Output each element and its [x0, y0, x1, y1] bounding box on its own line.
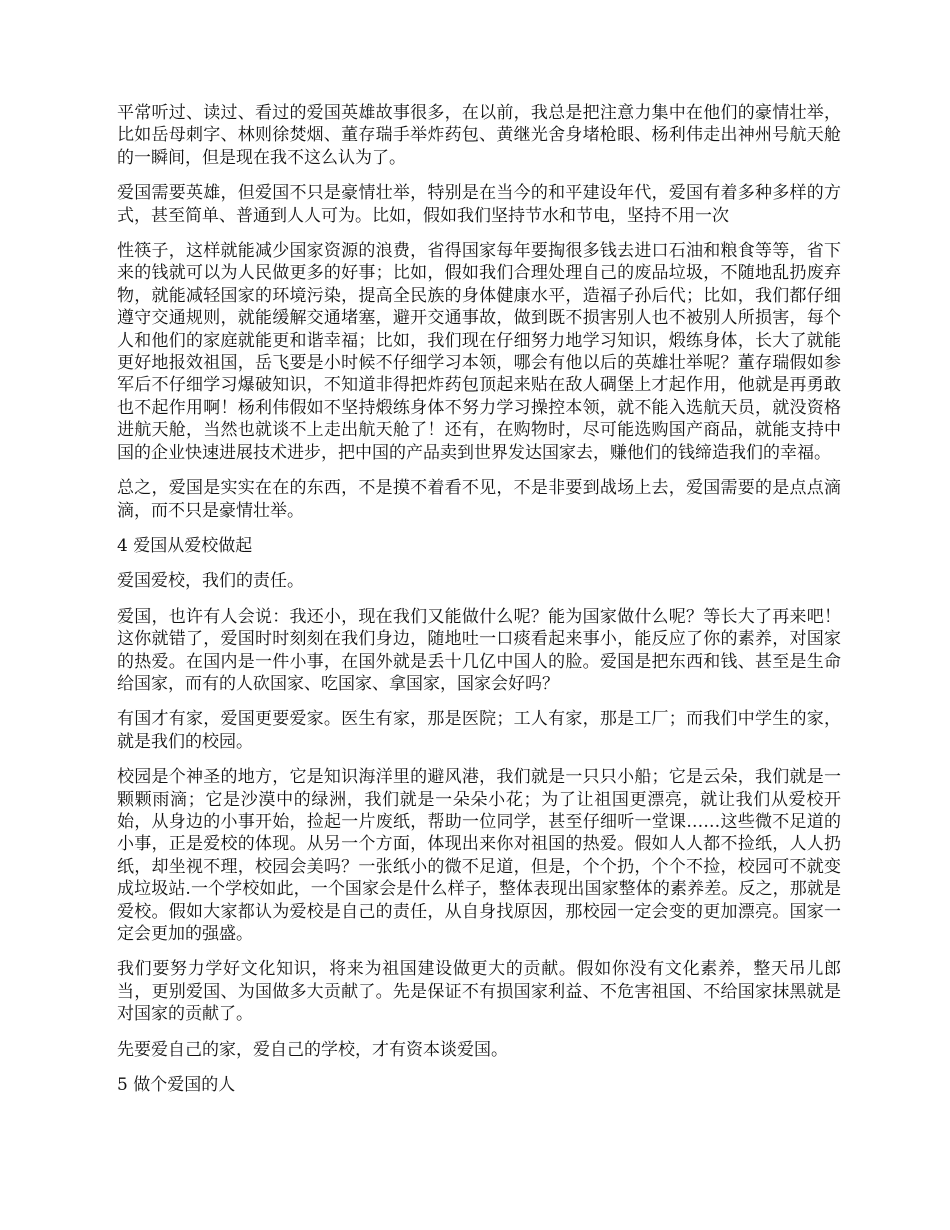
- paragraph: 我们要努力学好文化知识，将来为祖国建设做更大的贡献。假如你没有文化素养，整天吊儿郎当，更别爱国、为国做多大贡献了。先是保证不有损国家利益、不危害祖国、不给国家抹黑就是对国家的贡献了。: [117, 959, 841, 1025]
- paragraph: 先要爱自己的家，爱自己的学校，才有资本谈爱国。: [117, 1039, 508, 1060]
- paragraph: 平常听过、读过、看过的爱国英雄故事很多，在以前，我总是把注意力集中在他们的豪情壮举，比如岳母刺字、林则徐焚烟、董存瑞手举炸药包、黄继光舍身堵枪眼、杨利伟走出神州号航天舱的一瞬间，但是现在我不这么认为了。: [117, 103, 841, 168]
- document-body: [117, 102, 841, 1109]
- paragraph: 总之，爱国是实实在在的东西，不是摸不着看不见，不是非要到战场上去，爱国需要的是点点滴滴，而不只是豪情壮举。: [117, 478, 841, 521]
- paragraph: 校园是个神圣的地方，它是知识海洋里的避风港，我们就是一只只小船；它是云朵，我们就是一颗颗雨滴；它是沙漠中的绿洲，我们就是一朵朵小花；为了让祖国更漂亮，就让我们从爱校开始，从身边的小事开始，捡起一片废纸，帮助一位同学，甚至仔细听一堂课……这些微不足道的小事，正是爱校的体现。从另一个方面，体现出来你对祖国的热爱。假如人人都不捡纸，人人扔纸，却坐视不理，校园会美吗？一张纸小的微不足道，但是，个个扔，个个不捡，校园可不就变成垃圾站.一个学校如此，一个国家会是什么样子，整体表现出国家整体的素养差。反之，那就是爱校。假如大家都认为爱校是自己的责任，从自身找原因，那校园一定会变的更加漂亮。国家一定会更加的强盛。: [117, 767, 841, 944]
- paragraph: 爱国需要英雄，但爱国不只是豪情壮举，特别是在当今的和平建设年代，爱国有着多种多样的方式，甚至简单、普通到人人可为。比如，假如我们坚持节水和节电，坚持不用一次: [117, 183, 841, 226]
- paragraph: 性筷子，这样就能减少国家资源的浪费，省得国家每年要掏很多钱去进口石油和粮食等等，省下来的钱就可以为人民做更多的好事；比如，假如我们合理处理自己的废品垃圾，不随地乱扔废弃物，就能减轻国家的环境污染，提高全民族的身体健康水平，造福子孙后代；比如，我们都仔细遵守交通规则，就能缓解交通堵塞，避开交通事故，做到既不损害别人也不被别人所损害，每个人和他们的家庭就能更和谐幸福；比如，我们现在仔细努力地学习知识，煅练身体，长大了就能更好地报效祖国，岳飞要是小时候不仔细学习本领，哪会有他以后的英雄壮举呢？董存瑞假如参军后不仔细学习爆破知识，不知道非得把炸药包顶起来贴在敌人碉堡上才起作用，他就是再勇敢也不起作用啊！杨利伟假如不坚持煅练身体不努力学习操控本领，就不能入选航天员，就没资格进航天舱，当然也就谈不上走出航天舱了！还有，在购物时，尽可能选购国产商品，就能支持中国的企业快速进展技术进步，把中国的产品卖到世界发达国家去，赚他们的钱缔造我们的幸福。: [117, 241, 841, 463]
- paragraph: 有国才有家，爱国更要爱家。医生有家，那是医院；工人有家，那是工厂；而我们中学生的家，就是我们的校园。: [117, 709, 841, 752]
- paragraph: 爱国爱校，我们的责任。: [117, 571, 304, 592]
- paragraph: 爱国，也许有人会说：我还小，现在我们又能做什么呢？能为国家做什么呢？等长大了再来吧！这你就错了，爱国时时刻刻在我们身边，随地吐一口痰看起来事小，能反应了你的素养，对国家的热爱。在国内是一件小事，在国外就是丢十几亿中国人的脸。爱国是把东西和钱、甚至是生命给国家，而有的人砍国家、吃国家、拿国家，国家会好吗？: [117, 606, 841, 694]
- section-heading: 4 爱国从爱校做起: [117, 535, 253, 556]
- section-heading: 5 做个爱国的人: [117, 1075, 236, 1096]
